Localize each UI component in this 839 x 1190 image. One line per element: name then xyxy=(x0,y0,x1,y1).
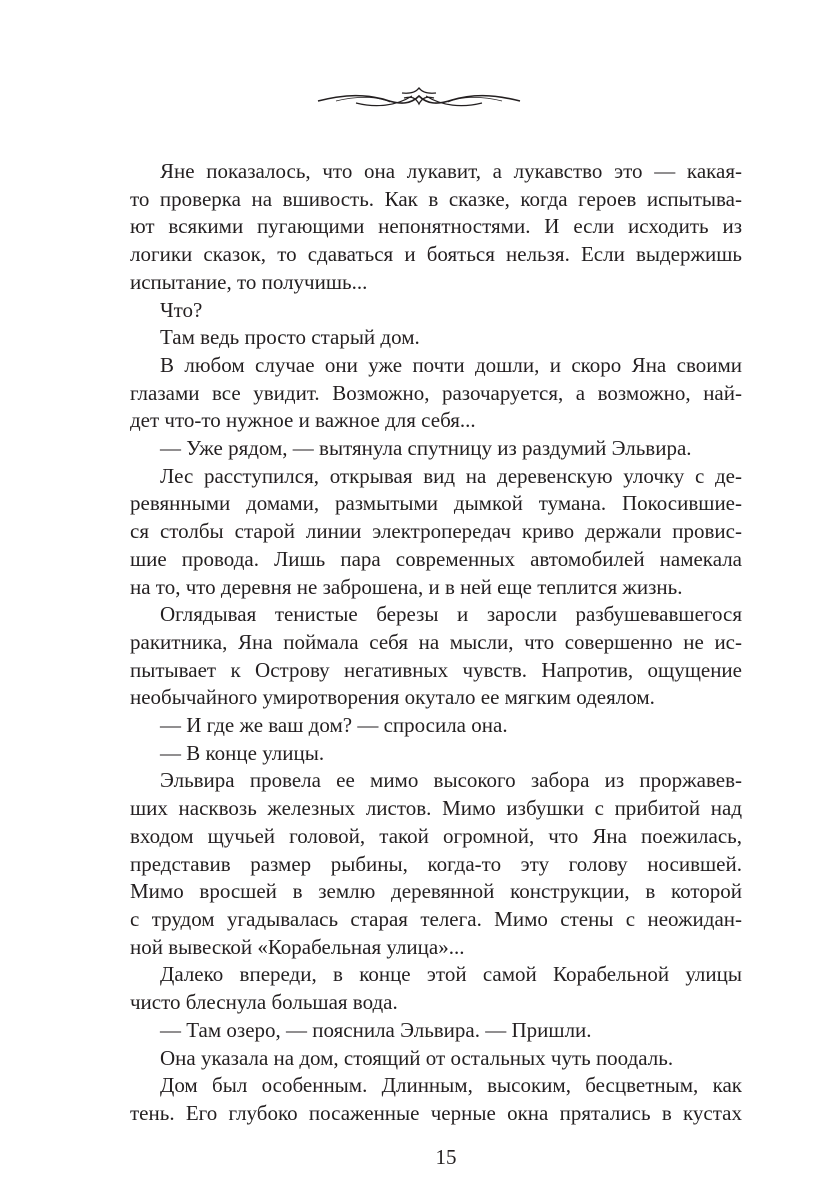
text-line: входом щучьей головой, такой огромной, что Яна поежилась, xyxy=(130,823,742,848)
ornament-divider xyxy=(316,84,522,112)
text-line: Оглядывая тенистые березы и заросли разбушевавшегося xyxy=(160,602,742,627)
text-line: ся столбы старой линии электропередач криво держали провис- xyxy=(130,519,742,544)
text-line: шие провода. Лишь пара современных автомобилей намекала xyxy=(130,546,742,571)
text-line: на то, что деревня не заброшена, и в ней еще теплится жизнь. xyxy=(130,574,683,599)
text-line: с трудом угадывалась старая телега. Мимо стены с неожидан- xyxy=(130,906,742,931)
text-line: логики сказок, то сдаваться и бояться нельзя. Если выдержишь xyxy=(130,242,742,267)
text-line: Там ведь просто старый дом. xyxy=(160,325,420,350)
text-line: необычайного умиротворения окутало ее мягким одеялом. xyxy=(130,685,655,710)
text-line: тень. Его глубоко посаженные черные окна прятались в кустах xyxy=(130,1100,742,1125)
paragraph xyxy=(130,1045,742,1073)
text-line: Далеко впереди, в конце этой самой Корабельной улицы xyxy=(160,962,742,987)
paragraph xyxy=(130,463,742,602)
text-line: — В конце улицы. xyxy=(160,740,325,765)
paragraph xyxy=(130,767,742,961)
text-line: Мимо вросшей в землю деревянной конструкции, в которой xyxy=(130,879,742,904)
text-line: ших насквозь железных листов. Мимо избушки с прибитой над xyxy=(130,796,742,821)
paragraph xyxy=(130,1017,742,1045)
text-line: пытывает к Острову негативных чувств. Напротив, ощущение xyxy=(130,657,742,682)
paragraph xyxy=(130,297,742,325)
body-text xyxy=(130,158,742,1128)
text-line: ют всякими пугающими непонятностями. И если исходить из xyxy=(130,214,742,239)
text-line: ревянными домами, размытыми дымкой тумана. Покосившие- xyxy=(130,491,742,516)
text-line: испытание, то получишь... xyxy=(130,269,368,294)
paragraph xyxy=(130,740,742,768)
text-line: — Уже рядом, — вытянула спутницу из раздумий Эльвира. xyxy=(160,436,692,461)
text-line: представив размер рыбины, когда-то эту голову носившей. xyxy=(130,851,742,876)
text-line: Яне показалось, что она лукавит, а лукавство это — какая- xyxy=(160,159,742,183)
text-line: — Там озеро, — пояснила Эльвира. — Пришли. xyxy=(160,1017,592,1042)
text-line: то проверка на вшивость. Как в сказке, когда героев испытыва- xyxy=(130,186,742,211)
text-line: чисто блеснула большая вода. xyxy=(130,990,398,1015)
paragraph xyxy=(130,601,742,712)
text-line: Лес расступился, открывая вид на деревенскую улочку с де- xyxy=(160,463,742,488)
text-line: Она указала на дом, стоящий от остальных чуть поодаль. xyxy=(160,1045,674,1070)
text-line: ной вывеской «Корабельная улица»... xyxy=(130,934,465,959)
paragraph xyxy=(130,1072,742,1127)
text-line: В любом случае они уже почти дошли, и скоро Яна своими xyxy=(160,352,742,377)
paragraph xyxy=(130,324,742,352)
page-body xyxy=(130,158,742,1171)
text-line: дет что-то нужное и важное для себя... xyxy=(130,408,476,433)
text-line: Дом был особенным. Длинным, высоким, бесцветным, как xyxy=(160,1073,742,1098)
paragraph xyxy=(130,961,742,1016)
text-line: глазами все увидит. Возможно, разочаруется, а возможно, най- xyxy=(130,380,742,405)
paragraph xyxy=(130,712,742,740)
text-line: ракитника, Яна поймала себя на мысли, что совершенно не ис- xyxy=(130,629,742,654)
text-line: — И где же ваш дом? — спросила она. xyxy=(160,713,508,738)
text-line: Что? xyxy=(160,297,203,322)
text-line: Эльвира провела ее мимо высокого забора из проржавев- xyxy=(160,768,742,793)
paragraph xyxy=(130,352,742,435)
paragraph xyxy=(130,158,742,297)
page-number: 15 xyxy=(435,1144,457,1169)
paragraph xyxy=(130,435,742,463)
